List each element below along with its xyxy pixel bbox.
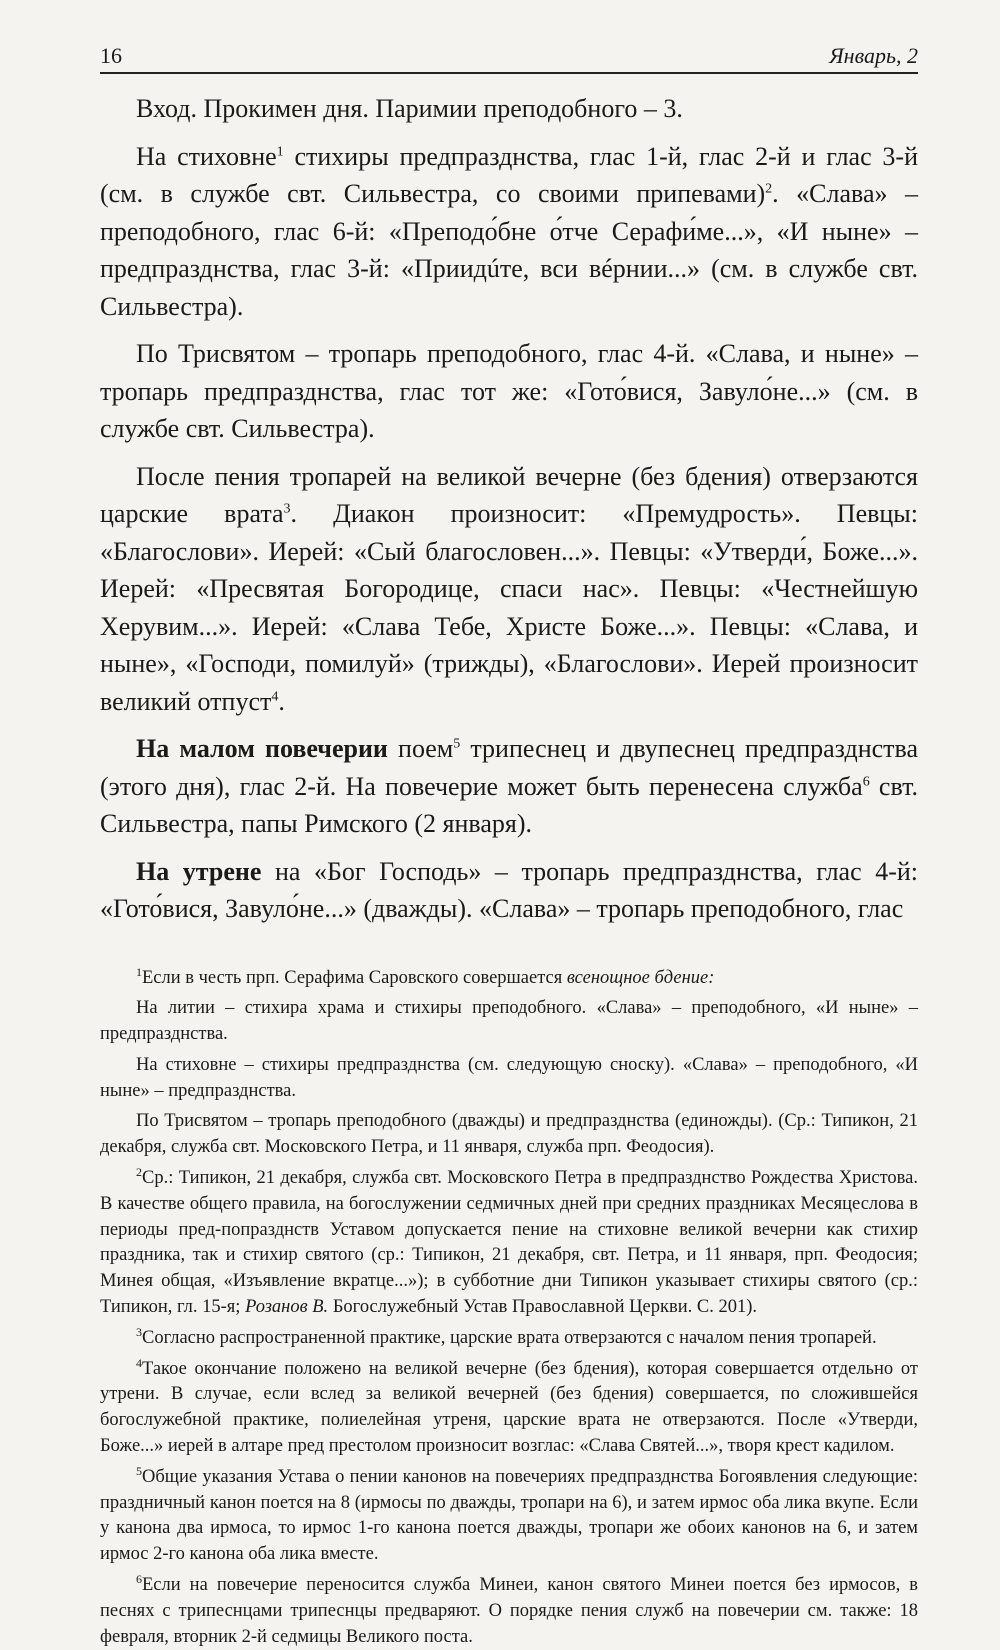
footnote-1-trisagion: По Трисвятом – тропарь преподобного (дважды) и предпразднства (единожды). (Ср.: Типикон, 21 декабря, служба свт. Московского Петра, и 11 января, служба прп. Феодосия). [100,1109,918,1161]
paragraph-entrance: Вход. Прокимен дня. Паримии преподобного – 3. [100,90,918,128]
paragraph-compline: На малом повечерии поем$^5$ трипеснец и двупеснец предпразднства (этого дня), глас 2-й. На повечерие может быть перенесена служба$^6$ свт. Сильвестра, папы Римского (2 января). [100,730,918,843]
footnote-1: $^1$Если в честь прп. Серафима Саровского совершается всенощное бдение: [100,966,918,992]
footnote-2: $^2$Ср.: Типикон, 21 декабря, служба свт. Московского Петра в предпразднство Рождества Христова. В качестве общего правила, на богослужении седмичных дней при средних праздниках Месяцеслова в периоды пред-попразднств Уставом допускается пение на стиховне великой вечерни как стихир праздника, так и стихир святого (ср.: Типикон, 21 декабря, свт. Петра, и 11 января, прп. Феодосия; Минея общая, «Изъявление вкратце...»); в субботние дни Типикон указывает стихиры святого (ср.: Типикон, гл. 15-я; Розанов В. Богослужебный Устав Православной Церкви. С. 201). [100,1166,918,1321]
footnote-ref-2[interactable]: 2 [765,181,772,196]
page-header [100,0,918,74]
paragraph-matins: На утрене на «Бог Господь» – тропарь предпразднства, глас 4-й: «Гото́вися, Завуло́не...» (дважды). «Слава» – тропарь преподобного, глас [100,853,918,928]
footnotes [100,966,918,1650]
page-number: 16 [100,44,122,68]
paragraph-stichera: На стиховне$^1$ стихиры предпразднства, глас 1-й, глас 2-й и глас 3-й (см. в службе свт. Сильвестра, со своими припевами)$^2$. «Слава» – преподобного, глас 6-й: «Преподо́бне о́тче Серафи́ме...», «И ныне» – предпразднства, глас 3-й: «Приидúте, вси вéрнии...» (см. в службе свт. Сильвестра). [100,138,918,326]
paragraph-trisagion: По Трисвятом – тропарь преподобного, глас 4-й. «Слава, и ныне» – тропарь предпразднства, глас тот же: «Гото́вися, Завуло́не...» (см. в службе свт. Сильвестра). [100,335,918,448]
footnote-6: $^6$Если на повечерие переносится служба Минеи, канон святого Минеи поется без ирмосов, в песнях с трипеснцами трипеснцы предваряют. О порядке пения служб на повечерии см. также: 18 февраля, вторник 2-й седмицы Великого поста. [100,1573,918,1650]
footnote-ref-6[interactable]: 6 [863,774,870,789]
footnote-ref-4[interactable]: 4 [271,689,278,704]
footnote-ref-1[interactable]: 1 [277,144,284,159]
footnote-3: $^3$Согласно распространенной практике, царские врата отверзаются с началом пения тропарей. [100,1326,918,1352]
footnote-1-litia: На литии – стихира храма и стихиры преподобного. «Слава» – преподобного, «И ныне» – предпразднства. [100,996,918,1048]
footnote-ref-5[interactable]: 5 [453,736,460,751]
footnote-1-stichovna: На стиховне – стихиры предпразднства (см. следующую сноску). «Слава» – преподобного, «И ныне» – предпразднства. [100,1053,918,1105]
footnote-5: $^5$Общие указания Устава о пении канонов на повечериях предпразднства Богоявления следующие: праздничный канон поется на 8 (ирмосы по дважды, тропари на 6), и затем ирмос оба лика вкупе. Если у канона два ирмоса, то ирмос 1-го канона поется дважды, тропари же обоих канонов на 6, и затем ирмос 2-го канона оба лика вместе. [100,1465,918,1568]
running-title: Январь, 2 [829,44,918,68]
main-text [100,90,918,928]
footnote-ref-3[interactable]: 3 [284,501,291,516]
paragraph-royal-doors: После пения тропарей на великой вечерне (без бдения) отверзаются царские врата$^3$. Диакон произносит: «Премудрость». Певцы: «Благослови». Иерей: «Сый благословен...». Певцы: «Утверди́, Боже...». Иерей: «Пресвятая Богородице, спаси нас». Певцы: «Честнейшую Херувим...». Иерей: «Слава Тебе, Христе Боже...». Певцы: «Слава, и ныне», «Господи, помилуй» (трижды), «Благослови». Иерей произносит великий отпуст$^4$. [100,458,918,721]
footnote-4: $^4$Такое окончание положено на великой вечерне (без бдения), которая совершается отдельно от утрени. В случае, если вслед за великой вечерней (без бдения) совершается, по сложившейся богослужебной практике, полиелейная утреня, царские врата не отверзаются. После «Утверди, Боже...» иерей в алтаре пред престолом произносит возглас: «Слава Святей...», творя крест кадилом. [100,1357,918,1460]
